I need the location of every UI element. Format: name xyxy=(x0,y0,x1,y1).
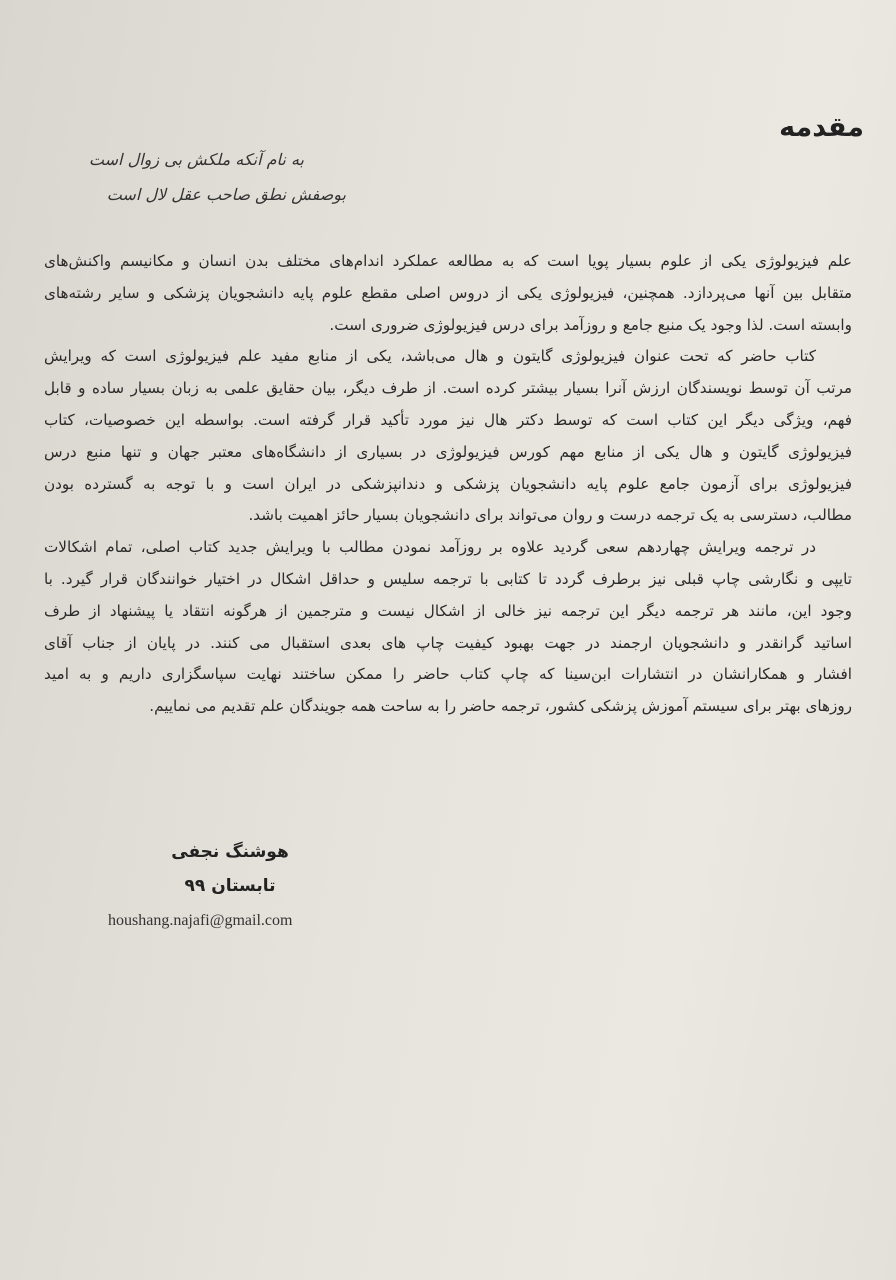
body-line: مرتب آن توسط نویسندگان ارزش آنرا بسیار بیشتر کرده است. از طرف دیگر، بیان حقایق علمی به زبان بسیار ساده و قابل xyxy=(44,379,852,398)
poem-line-2: بوصفش نطق صاحب عقل لال است xyxy=(106,185,346,204)
body-line: علم فیزیولوژی یکی از علوم بسیار پویا است که به مطالعه عملکرد اندام‌های مختلف بدن انسان و مکانیسم واکنش‌های xyxy=(44,252,852,270)
body-line: مطالب، دسترسی به یک ترجمه درست و روان می‌تواند برای دانشجویان بسیار حائز اهمیت باشد. xyxy=(248,506,852,525)
body-text xyxy=(44,246,852,723)
signature-date: تابستان ۹۹ xyxy=(184,876,276,896)
signature-email: houshang.najafi@gmail.com xyxy=(108,912,293,929)
body-line: وابسته است. لذا وجود یک منبع جامع و روزآمد برای درس فیزیولوژی ضروری است. xyxy=(329,315,852,334)
body-line: افشار و همکارانشان در انتشارات ابن‌سینا که چاپ کتاب حاضر را ممکن ساختند نهایت سپاسگزاری داریم و به امید xyxy=(44,665,852,684)
body-line: در ترجمه ویرایش چهاردهم سعی گردید علاوه بر روزآمد نمودن مطالب با ویرایش جدید کتاب اصلی، تمام اشکالات xyxy=(44,538,816,557)
body-line: کتاب حاضر که تحت عنوان فیزیولوژی گایتون و هال می‌باشد، یکی از منابع مفید علم فیزیولوژی است که ویرایش xyxy=(44,347,816,366)
body-line: اساتید گرانقدر و دانشجویان ارجمند در جهت بهبود کیفیت چاپ های بعدی استقبال می کنند. در پایان از جناب آقای xyxy=(44,633,852,652)
body-line: فیزیولوژی برای آزمون جامع علوم پایه دانشجویان پزشکی و دندانپزشکی در ایران است و با توجه به گسترده بودن xyxy=(44,474,852,493)
body-line: تایپی و نگارشی چاپ قبلی نیز برطرف گردد تا کتابی با ترجمه سلیس و حداقل اشکال در اختیار خوانندگان قرار گیرد. با xyxy=(44,569,852,588)
body-line: متقابل بین آنها می‌پردازد. همچنین، فیزیولوژی یکی از دروس اصلی مقطع علوم پایه دانشجویان پزشکی و سایر رشته‌های xyxy=(44,283,852,302)
signature-name: هوشنگ نجفی xyxy=(171,842,289,862)
body-line: روزهای بهتر برای سیستم آموزش پزشکی کشور، ترجمه حاضر را به ساحت همه جویندگان علم تقدیم می نماییم. xyxy=(149,697,852,716)
poem-line-1: به نام آنکه ملکش بی زوال است xyxy=(88,150,304,169)
body-line: وجود این، مانند هر ترجمه دیگر این ترجمه نیز خالی از اشکال نیست و مترجمین از هرگونه انتقاد یا پیشنهاد از طرف xyxy=(44,601,852,620)
body-line: فیزیولوژی گایتون و هال یکی از منابع مهم کورس فیزیولوژی در بسیاری از دانشگاه‌های معتبر جهان و تنها منبع درس xyxy=(44,442,852,461)
page-title: مقدمه xyxy=(779,112,864,143)
body-line: فهم، ویژگی دیگر این کتاب است که توسط دکتر هال نیز مورد تأکید قرار گرفته است. بواسطه این خصوصیات، کتاب xyxy=(44,410,852,429)
